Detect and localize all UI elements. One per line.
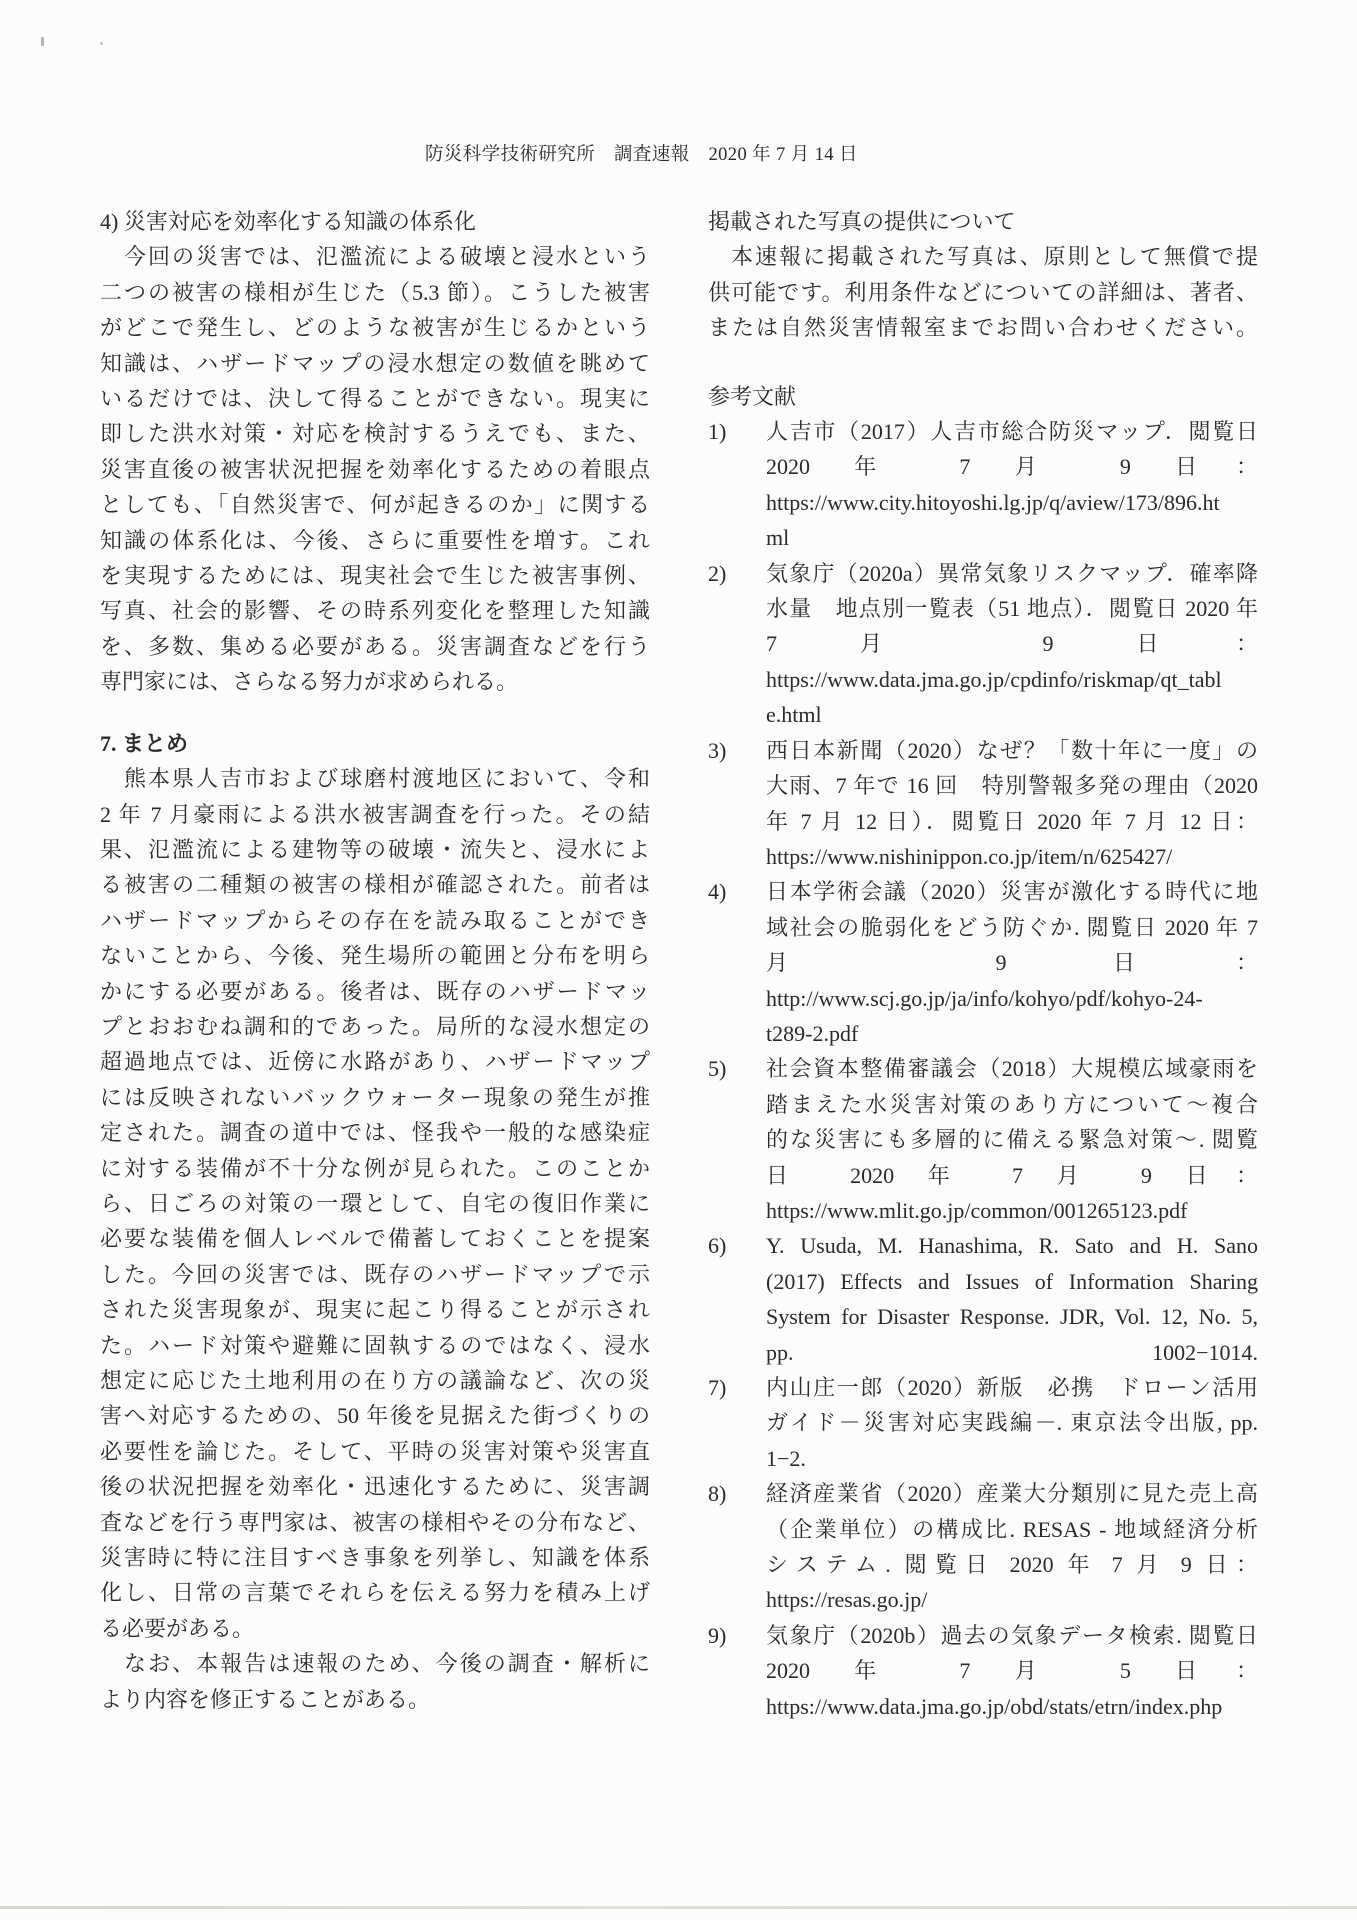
reference-number: 5) [708,1056,727,1082]
reference-lines [766,1618,1258,1724]
text-line: かにする必要がある。後者は、既存のハザードマッ [100,978,650,1004]
section-4-paragraph [100,239,650,699]
section-4-heading: 4) 災害対応を効率化する知識の体系化 [100,209,476,234]
reference-lines [766,1476,1258,1618]
references-list [708,414,1258,1724]
text-line: ら、日ごろの対策の一環として、自宅の復旧作業に [100,1190,650,1216]
text-line: 二つの被害の様相が生じた（5.3 節）。こうした被害 [100,279,650,305]
underlined-text-line [708,239,1258,274]
reference-text-line: 内山庄一郎（2020）新版 必携 ドローン活用 [766,1375,1258,1400]
reference-text-line: pp. 1002−1014. [766,1339,1258,1365]
text-line: た。ハード対策や避難に固執するのではなく、浸水 [100,1332,650,1358]
reference-number: 6) [708,1233,727,1259]
text-line: 知識は、ハザードマップの浸水想定の数値を眺めて [100,350,650,376]
reference-lines [766,1228,1258,1370]
reference-text-line: ml [766,525,790,551]
text-line: 今回の災害では、氾濫流による破壊と浸水という [100,244,650,270]
reference-text-line: 経済産業省（2020）産業大分類別に見た売上高 [766,1481,1258,1507]
text-line: 写真、社会的影響、その時系列変化を整理した知識 [100,598,650,624]
reference-item [708,414,1258,556]
text-line: に対する装備が不十分な例が見られた。このことか [100,1155,650,1181]
reference-item [708,733,1258,875]
text-line: なお、本報告は速報のため、今後の調査・解析に [100,1651,650,1677]
reference-item [708,556,1258,733]
text-line: る被害の二種類の被害の様相が確認された。前者は [100,872,650,898]
text-line: 超過地点では、近傍に水路があり、ハザードマップ [100,1049,650,1075]
text-line: いるだけでは、決して得ることができない。現実に [100,386,650,412]
reference-text-line: https://www.nishinippon.co.jp/item/n/625427/ [766,843,1173,869]
text-line: した。今回の災害では、既存のハザードマップで示 [100,1261,650,1287]
text-line: 専門家には、さらなる努力が求められる。 [100,669,519,695]
text-line: 災害直後の被害状況把握を効率化するための着眼点 [100,456,650,482]
text-line: された災害現象が、現実に起こり得ることが示され [100,1297,650,1323]
text-line: 後の状況把握を効率化・迅速化するために、災害調 [100,1474,650,1500]
reference-number: 7) [708,1375,727,1400]
scan-artifact-speck [41,37,44,46]
reference-text-line: 日本学術会議（2020）災害が激化する時代に地 [766,879,1258,905]
reference-item [708,1228,1258,1370]
reference-text-line: Y. Usuda, M. Hanashima, R. Sato and H. Sano [766,1233,1258,1259]
text-line: を、多数、集める必要がある。災害調査などを行う [100,633,650,659]
reference-text-line: （企業単位）の構成比. RESAS - 地域経済分析 [766,1516,1258,1542]
text-line: としても、「自然災害で、何が起きるのか」に関する [100,492,650,518]
text-line: 定された。調査の道中では、怪我や一般的な感染症 [100,1120,650,1146]
reference-text-line: 西日本新聞（2020）なぜ？「数十年に一度」の [766,737,1258,763]
reference-item [708,874,1258,1051]
reference-number: 9) [708,1622,727,1648]
reference-text-line: ガイド－災害対応実践編－. 東京法令出版, pp. [766,1410,1258,1436]
reference-text-line: システム. 閲覧日 2020 年 7 月 9 日： [766,1552,1258,1578]
photo-provision-heading: 掲載された写真の提供について [708,209,1016,234]
reference-text-line: t289-2.pdf [766,1020,859,1046]
reference-text-line: 大雨、7 年で 16 回 特別警報多発の理由（2020 [766,773,1258,799]
reference-text-line: 気象庁（2020a）異常気象リスクマップ．確率降 [766,560,1258,586]
text-line: 2 年 7 月豪雨による洪水被害調査を行った。その結 [100,801,650,827]
reference-text-line: 踏まえた水災害対策のあり方について～複合 [766,1091,1258,1117]
underlined-text-line [708,310,1258,345]
reference-item [708,1476,1258,1618]
text-line: 必要性を論じた。そして、平時の災害対策や災害直 [100,1438,650,1464]
reference-text-line: 7 月 9 日： [766,631,1258,657]
reference-text-line: 2020 年 7 月 9 日： [766,454,1258,480]
reference-text-line: System for Disaster Response. JDR, Vol. 12, No. 5, [766,1304,1258,1330]
reference-text-line: 気象庁（2020b）過去の気象データ検索. 閲覧日 [766,1622,1258,1648]
pink-underlined-text: または自然災害情報室までお問い合わせください。 [708,315,1258,344]
text-line: 果、氾濫流による建物等の破壊・流失と、浸水によ [100,836,650,862]
reference-text-line: 日 2020 年 7 月 9 日： [766,1162,1258,1188]
reference-item [708,1051,1258,1228]
text-line: 害へ対応するための、50 年後を見据えた街づくりの [100,1403,650,1429]
text-line: る必要がある。 [100,1615,255,1641]
reference-text-line: https://resas.go.jp/ [766,1587,928,1613]
scan-edge-line [0,1906,1357,1909]
reference-number: 4) [708,879,727,905]
right-column [708,204,1258,1724]
reference-text-line: 社会資本整備審議会（2018）大規模広域豪雨を [766,1056,1258,1082]
reference-text-line: e.html [766,702,822,728]
section-7-heading: 7. まとめ [100,730,189,756]
reference-lines [766,1370,1258,1476]
reference-lines [766,874,1258,1051]
section-7-paragraph-2 [100,1646,650,1717]
two-column-layout [100,204,1258,1724]
reference-text-line: https://www.data.jma.go.jp/obd/stats/etrn/index.php [766,1693,1223,1719]
text-line: 熊本県人吉市および球磨村渡地区において、令和 [100,766,650,792]
reference-text-line: 域社会の脆弱化をどう防ぐか. 閲覧日 2020 年 7 [766,914,1258,940]
reference-text-line: 人吉市（2017）人吉市総合防災マップ．閲覧日 [766,419,1258,445]
reference-lines [766,1051,1258,1228]
photo-provision-note [708,239,1258,345]
reference-item [708,1370,1258,1476]
text-line: 想定に応じた土地利用の在り方の議論など、次の災 [100,1368,650,1393]
text-line: 査などを行う専門家は、被害の様相やその分布など、 [100,1509,650,1535]
reference-item [708,1618,1258,1724]
reference-text-line: http://www.scj.go.jp/ja/info/kohyo/pdf/kohyo-24- [766,985,1203,1011]
reference-text-line: 月 9 日： [766,950,1258,976]
reference-number: 2) [708,560,727,586]
pink-underlined-text: 本速報に掲載された写真は、原則として無償で提 [731,244,1258,273]
text-line: がどこで発生し、どのような被害が生じるかという [100,315,650,341]
reference-text-line: 水量 地点別一覧表（51 地点）．閲覧日 2020 年 [766,596,1258,622]
reference-text-line: 2020 年 7 月 5 日： [766,1658,1258,1684]
page-header: 防災科学技術研究所 調査速報 2020 年 7 月 14 日 [425,145,858,165]
reference-lines [766,733,1258,875]
reference-number: 1) [708,419,727,445]
reference-lines [766,414,1258,556]
text-line: を実現するためには、現実社会で生じた被害事例、 [100,563,650,589]
text-line: 化し、日常の言葉でそれらを伝える努力を積み上げ [100,1580,650,1606]
text-line: ないことから、今後、発生場所の範囲と分布を明ら [100,943,650,969]
text-line: 即した洪水対策・対応を検討するうえでも、また、 [100,421,650,447]
section-7-paragraph-1 [100,761,650,1646]
reference-text-line: 1−2. [766,1445,806,1471]
references-heading: 参考文献 [708,383,797,409]
pink-underlined-text: 供可能です。利用条件などについての詳細は、著者、 [708,280,1258,309]
reference-text-line: https://www.city.hitoyoshi.lg.jp/q/aview/173/896.ht [766,489,1220,515]
scan-artifact-speck [100,42,103,45]
text-line: より内容を修正することがある。 [100,1686,431,1712]
reference-text-line: 年 7 月 12 日）．閲覧日 2020 年 7 月 12 日： [766,808,1258,834]
text-line: 知識の体系化は、今後、さらに重要性を増す。これ [100,527,650,553]
reference-number: 8) [708,1481,727,1507]
text-line: 必要な装備を個人レベルで備蓄しておくことを提案 [100,1226,650,1252]
text-line: には反映されないバックウォーター現象の発生が推 [100,1084,650,1110]
reference-text-line: https://www.data.jma.go.jp/cpdinfo/riskmap/qt_tabl [766,666,1222,692]
text-line: 災害時に特に注目すべき事象を列挙し、知識を体系 [100,1545,650,1571]
reference-text-line: 的な災害にも多層的に備える緊急対策～. 閲覧 [766,1127,1258,1153]
reference-text-line: (2017) Effects and Issues of Information Sharing [766,1268,1258,1294]
underlined-text-line [708,275,1258,310]
text-line: プとおおむね調和的であった。局所的な浸水想定の [100,1013,650,1039]
text-line: ハザードマップからその存在を読み取ることができ [100,907,650,933]
reference-number: 3) [708,737,727,763]
reference-text-line: https://www.mlit.go.jp/common/001265123.pdf [766,1197,1188,1223]
left-column [100,204,650,1724]
reference-lines [766,556,1258,733]
